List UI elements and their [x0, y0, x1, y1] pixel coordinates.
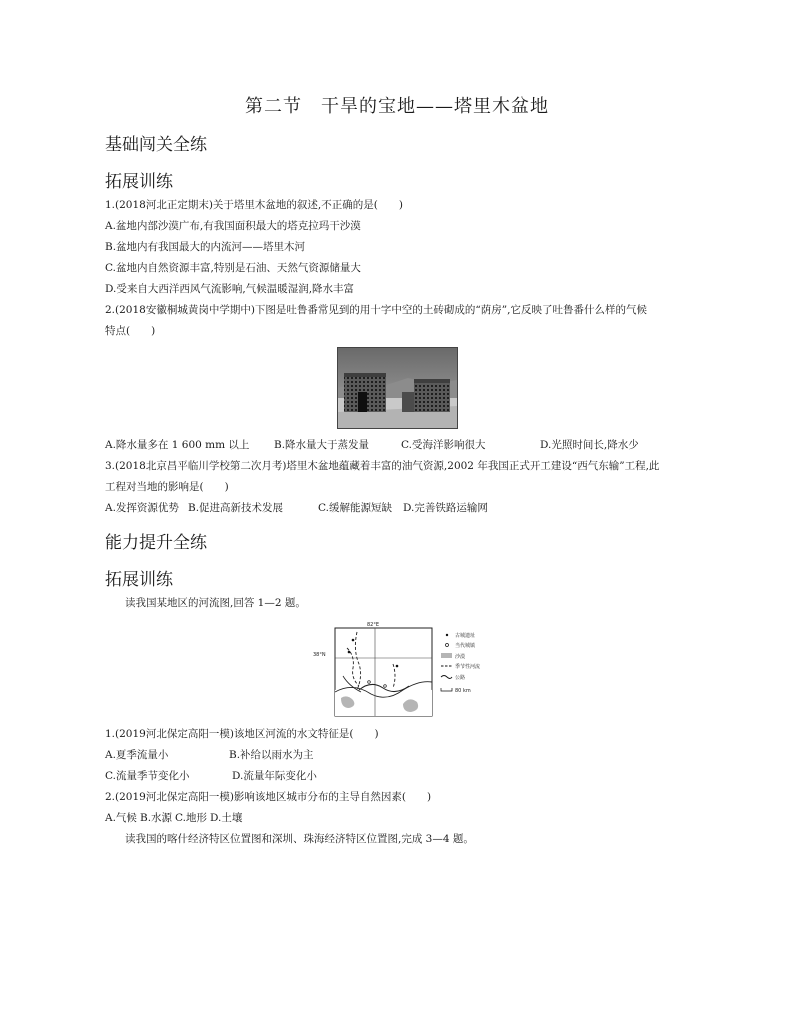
longitude-label: 82°E — [367, 622, 380, 628]
option-b: B.水源 — [140, 812, 173, 824]
option-c: C.流量季节变化小 — [105, 770, 190, 782]
river-map-figure — [313, 620, 503, 718]
option-c: C.受海洋影响很大 — [401, 439, 486, 451]
option-a: A.夏季流量小 — [105, 749, 169, 761]
question-stem-continued: 特点( ) — [105, 325, 156, 337]
legend-ancient-city: 古城遗址 — [455, 633, 476, 639]
map-intro-text: 读我国某地区的河流图,回答 1—2 题。 — [125, 597, 306, 609]
option-a: A.盆地内部沙漠广布,有我国面积最大的塔克拉玛干沙漠 — [105, 220, 361, 232]
section-heading-basic: 基础闯关全练 — [105, 135, 207, 155]
drying-house-photo — [337, 347, 458, 429]
option-a: A.气候 — [105, 812, 137, 824]
legend-seasonal-river: 季节性河流 — [455, 664, 481, 670]
legend-road: 公路 — [455, 675, 466, 681]
question-stem: 1.(2019河北保定高阳一模)该地区河流的水文特征是( ) — [105, 728, 379, 740]
option-d: D.受来自大西洋西风气流影响,气候温暖湿润,降水丰富 — [105, 283, 355, 295]
legend-desert: 沙漠 — [455, 654, 466, 660]
subheading-extension-1: 拓展训练 — [105, 172, 173, 192]
outro-text: 读我国的喀什经济特区位置图和深圳、珠海经济特区位置图,完成 3—4 题。 — [125, 833, 474, 845]
subheading-extension-2: 拓展训练 — [105, 570, 173, 590]
option-d: D.流量年际变化小 — [232, 770, 317, 782]
section-heading-ability: 能力提升全练 — [105, 533, 207, 553]
option-d: D.光照时间长,降水少 — [540, 439, 639, 451]
question-stem: 1.(2018河北正定期末)关于塔里木盆地的叙述,不正确的是( ) — [105, 199, 403, 211]
scale-label: 80 km — [455, 688, 471, 694]
latitude-label: 38°N — [313, 652, 326, 658]
option-d: D.完善铁路运输网 — [403, 502, 488, 514]
page-title: 第二节 干旱的宝地——塔里木盆地 — [245, 96, 549, 117]
option-b: B.降水量大于蒸发量 — [274, 439, 370, 451]
option-d: D.土壤 — [210, 812, 243, 824]
question-stem-continued: 工程对当地的影响是( ) — [105, 481, 229, 493]
option-b: B.盆地内有我国最大的内流河——塔里木河 — [105, 241, 306, 253]
option-c: C.地形 — [175, 812, 207, 824]
option-a: A.发挥资源优势 — [105, 502, 179, 514]
option-b: B.补给以雨水为主 — [229, 749, 314, 761]
option-c: C.缓解能源短缺 — [318, 502, 392, 514]
question-stem: 3.(2018北京昌平临川学校第二次月考)塔里木盆地蕴藏着丰富的油气资源,2002 年我国正式开工建设“西气东输”工程,此 — [105, 460, 660, 472]
question-stem: 2.(2018安徽桐城黄岗中学期中)下图是吐鲁番常见到的用十字中空的土砖砌成的“荫房”,它反映了吐鲁番什么样的气候 — [105, 304, 648, 316]
option-b: B.促进高新技术发展 — [188, 502, 284, 514]
option-a: A.降水量多在 1 600 mm 以上 — [105, 439, 250, 451]
legend-modern-town: 当代城镇 — [455, 643, 476, 649]
option-c: C.盆地内自然资源丰富,特别是石油、天然气资源储量大 — [105, 262, 361, 274]
question-stem: 2.(2019河北保定高阳一模)影响该地区城市分布的主导自然因素( ) — [105, 791, 432, 803]
